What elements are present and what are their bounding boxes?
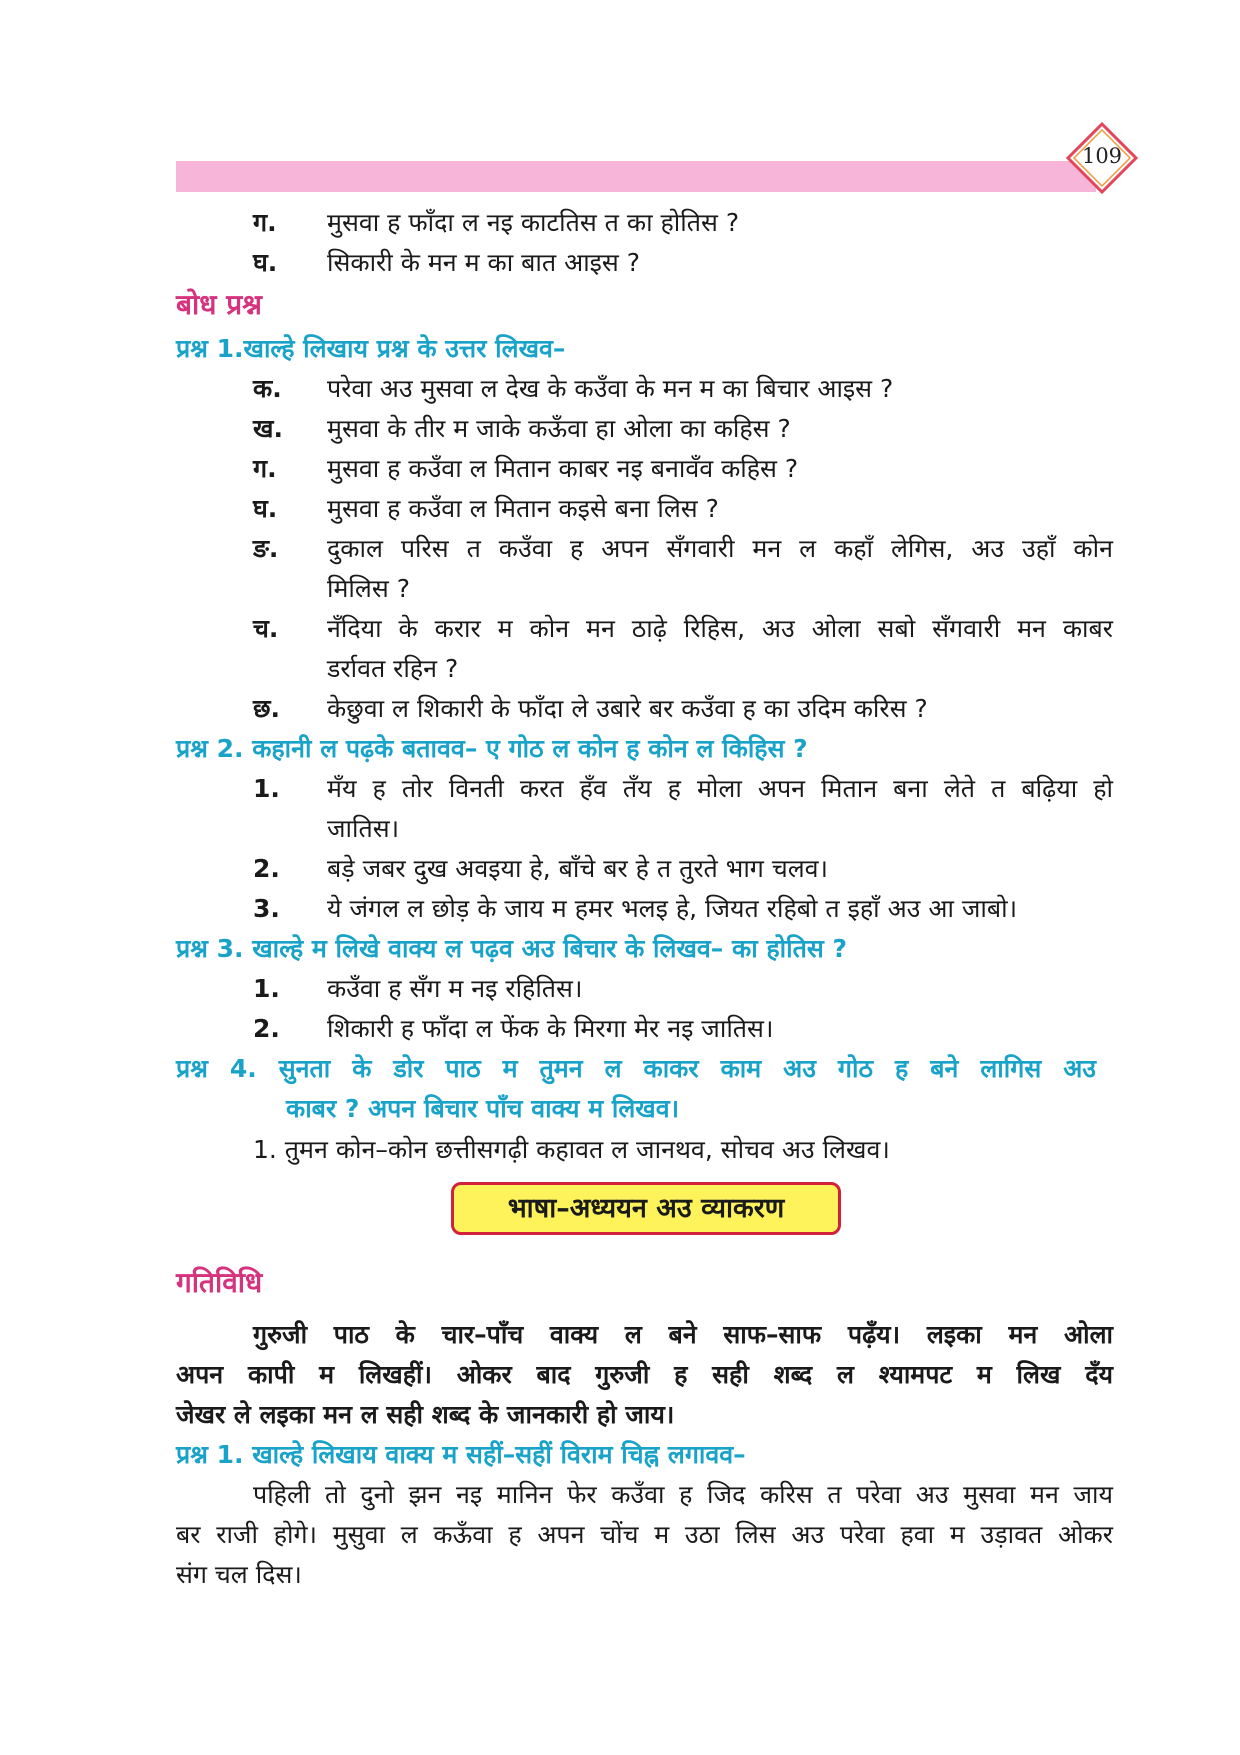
activity-paragraph-line: गुरुजी पाठ के चार–पाँच वाक्य ल बने साफ–साफ पढ़ँय। लइका मन ओला [253,1320,1113,1349]
item-text: मुसवा के तीर म जाके कऊँवा हा ओला का कहिस ? [327,414,791,443]
item-text-continued: मिलिस ? [327,574,410,603]
page-number-badge [1066,122,1138,194]
activity-paragraph-line: अपन कापी म लिखहीं। ओकर बाद गुरुजी ह सही शब्द ल श्यामपट म लिख दँय [176,1360,1113,1389]
item-text: मँय ह तोर विनती करत हँव तँय ह मोला अपन मितान बना लेते त बढ़िया हो [327,774,1113,803]
item-label: च. [253,614,279,643]
item-text: ये जंगल ल छोड़ के जाय म हमर भलइ हे, जियत रहिबो त इहाँ अउ आ जाबो। [327,894,1018,923]
question-4-heading-continued: काबर ? अपन बिचार पाँच वाक्य म लिखव। [286,1094,680,1123]
page-number: 109 [1081,144,1123,168]
question-1-heading: प्रश्न 1.खाल्हे लिखाय प्रश्न के उत्तर लिखव– [176,334,566,363]
activity-heading: गतिविधि [176,1266,263,1299]
exercise-paragraph-line: बर राजी होगे। मुसुवा ल कऊँवा ह अपन चोंच म उठा लिस अउ परेवा हवा म उड़ावत ओकर [176,1520,1113,1549]
item-label: ख. [253,414,283,443]
item-text: बड़े जबर दुख अवइया हे, बाँचे बर हे त तुरते भाग चलव। [327,854,829,883]
activity-paragraph-line: जेखर ले लइका मन ल सही शब्द के जानकारी हो जाय। [176,1400,675,1429]
item-label: छ. [253,694,281,723]
item-label: 2. [253,1014,280,1043]
item-text: केछुवा ल शिकारी के फाँदा ले उबारे बर कउँवा ह का उदिम करिस ? [327,694,928,723]
item-text: मुसवा ह कउँवा ल मितान काबर नइ बनावँव कहिस ? [327,454,799,483]
question-2-heading: प्रश्न 2. कहानी ल पढ़के बतावव– ए गोठ ल कोन ह कोन ल किहिस ? [176,734,808,763]
item-text: शिकारी ह फाँदा ल फेंक के मिरगा मेर नइ जातिस। [327,1014,774,1043]
item-text: दुकाल परिस त कउँवा ह अपन सँगवारी मन ल कहाँ लेगिस, अउ उहाँ कोन [327,534,1113,563]
item-text: मुसवा ह कउँवा ल मितान कइसे बना लिस ? [327,494,719,523]
item-text: कउँवा ह सँग म नइ रहितिस। [327,974,583,1003]
question-4-heading: प्रश्न 4. सुनता के डोर पाठ म तुमन ल काकर काम अउ गोठ ह बने लागिस अउ [176,1054,1096,1083]
section-heading-bodh: बोध प्रश्न [176,288,262,321]
exercise-paragraph-line: पहिली तो दुनो झन नइ मानिन फेर कउँवा ह जिद करिस त परेवा अउ मुसवा मन जाय [253,1480,1113,1509]
item-label: ङ. [253,534,279,563]
item-label: 3. [253,894,280,923]
section-banner: भाषा–अध्ययन अउ व्याकरण [451,1182,841,1235]
item-label: क. [253,374,282,403]
item-text: परेवा अउ मुसवा ल देख के कउँवा के मन म का बिचार आइस ? [327,374,894,403]
item-text: नँदिया के करार म कोन मन ठाढ़े रिहिस, अउ ओला सबो सँगवारी मन काबर [327,614,1113,643]
item-label: 2. [253,854,280,883]
item-label: 1. [253,974,280,1003]
item-text: सिकारी के मन म का बात आइस ? [327,248,641,277]
item-label: घ. [253,248,278,277]
item-text-continued: जातिस। [327,814,400,843]
exercise-paragraph-line: संग चल दिस। [176,1560,302,1589]
header-band [176,161,1096,192]
item-label: ग. [253,208,277,237]
item-text: मुसवा ह फाँदा ल नइ काटतिस त का होतिस ? [327,208,740,237]
question-3-heading: प्रश्न 3. खाल्हे म लिखे वाक्य ल पढ़व अउ बिचार के लिखव– का होतिस ? [176,934,847,963]
item-text-continued: डर्रावत रहिन ? [327,654,459,683]
item-label: ग. [253,454,277,483]
question-5-heading: प्रश्न 1. खाल्हे लिखाय वाक्य म सहीं–सहीं विराम चिह्न लगावव– [176,1440,746,1469]
question-4-item: 1. तुमन कोन–कोन छत्तीसगढ़ी कहावत ल जानथव, सोचव अउ लिखव। [253,1135,890,1164]
item-label: 1. [253,774,280,803]
item-label: घ. [253,494,278,523]
